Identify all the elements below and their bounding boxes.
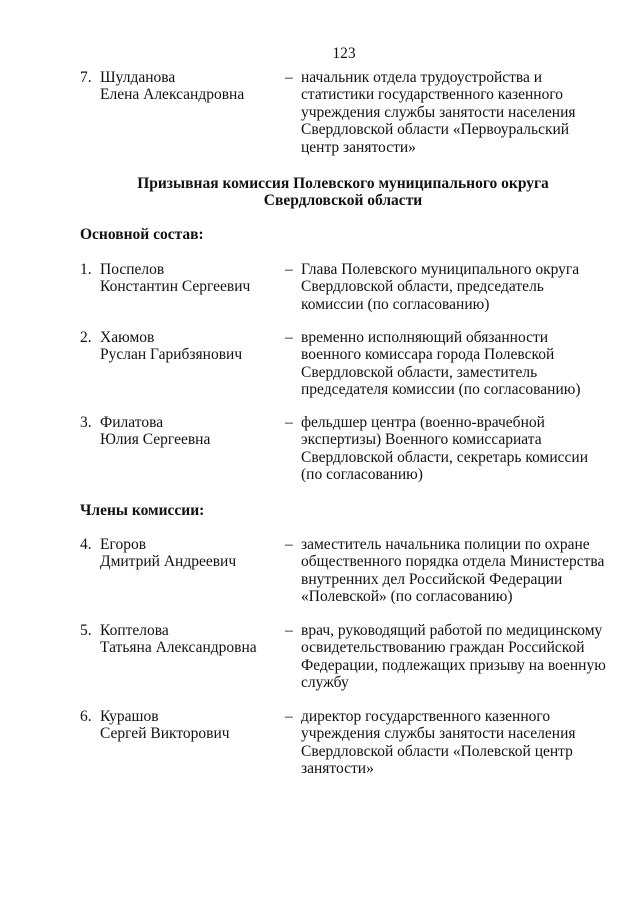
person-name [100,536,275,571]
dash-separator: – [285,261,293,278]
page-number: 123 [332,45,356,62]
description-line: военного комиссара города Полевской [301,346,555,364]
description-line: учреждения службы занятости населения [301,103,576,121]
position-description [301,708,601,778]
description-line: «Полевской» (по согласованию) [301,588,513,606]
description-line: Федерации, подлежащих призыву на военную [301,656,606,674]
item-number: 1. [80,261,92,278]
given-names: Сергей Викторович [100,725,230,743]
position-description [301,69,601,156]
given-names: Дмитрий Андреевич [100,553,237,571]
person-name [100,414,275,449]
commission-title-line: Призывная комиссия Полевского муниципального округа [137,175,549,192]
item-number: 4. [80,536,92,553]
description-line: центр занятости» [301,138,416,156]
surname: Курашов [100,708,159,725]
position-description [301,261,601,313]
main-composition-label: Основной состав: [80,226,204,243]
description-line: председателя комиссии (по согласованию) [301,381,581,399]
description-line: общественного порядка отдела Министерства [301,553,605,571]
surname: Поспелов [100,261,165,278]
position-description [301,329,601,399]
description-line: учреждения службы занятости населения [301,725,576,743]
dash-separator: – [285,708,293,725]
person-name [100,69,275,104]
dash-separator: – [285,69,293,86]
dash-separator: – [285,622,293,639]
description-line: внутренних дел Российской Федерации [301,570,563,588]
position-description [301,536,605,606]
description-line: начальник отдела трудоустройства и [301,69,543,86]
person-name [100,261,275,296]
description-line: временно исполняющий обязанности [301,329,549,346]
given-names: Руслан Гарибзянович [100,346,243,364]
description-line: комиссии (по согласованию) [301,295,490,313]
given-names: Юлия Сергеевна [100,431,211,449]
commission-title-line: Свердловской области [263,192,423,210]
description-line: заместитель начальника полиции по охране [301,536,590,553]
position-description [301,622,606,692]
description-line: Свердловской области, председатель [301,278,544,296]
dash-separator: – [285,329,293,346]
members-label: Члены комиссии: [80,502,205,519]
description-line: Свердловской области «Первоуральский [301,121,570,139]
person-name [100,329,275,364]
dash-separator: – [285,536,293,553]
position-description [301,414,601,484]
commission-title [0,175,640,210]
person-name [100,708,275,743]
description-line: занятости» [301,760,374,778]
surname: Филатова [100,414,164,431]
surname: Шулданова [100,69,176,86]
surname: Егоров [100,536,147,553]
description-line: Свердловской области «Полевской центр [301,742,573,760]
given-names: Елена Александровна [100,86,245,104]
description-line: службу [301,674,349,692]
description-line: врач, руководящий работой по медицинскому [301,622,603,639]
description-line: Глава Полевского муниципального округа [301,261,580,278]
item-number: 3. [80,414,92,431]
item-number: 5. [80,622,92,639]
description-line: экспертизы) Военного комиссариата [301,431,542,449]
description-line: Свердловской области, секретарь комиссии [301,448,588,466]
description-line: статистики государственного казенного [301,86,564,104]
given-names: Татьяна Александровна [100,639,257,657]
description-line: директор государственного казенного [301,708,551,725]
surname: Коптелова [100,622,169,639]
description-line: Свердловской области, заместитель [301,363,538,381]
dash-separator: – [285,414,293,431]
given-names: Константин Сергеевич [100,278,251,296]
item-number: 6. [80,708,92,725]
description-line: фельдшер центра (военно-врачебной [301,414,545,431]
item-number: 7. [80,69,92,86]
description-line: (по согласованию) [301,466,423,484]
surname: Хаюмов [100,329,155,346]
item-number: 2. [80,329,92,346]
person-name [100,622,275,657]
description-line: освидетельствованию граждан Российской [301,639,585,657]
